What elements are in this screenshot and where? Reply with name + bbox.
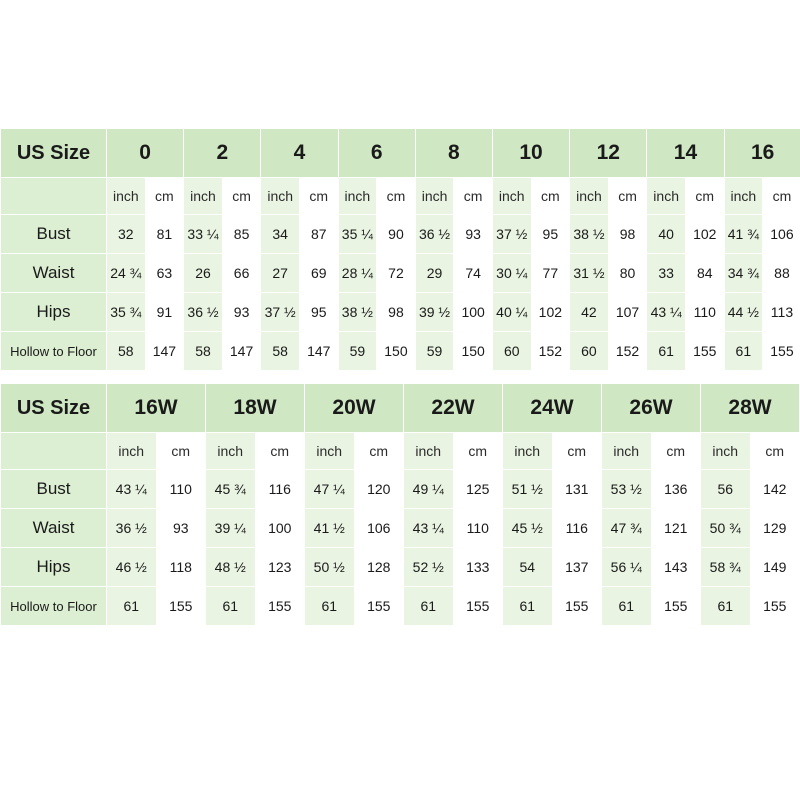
- measure-cell: 136: [651, 470, 701, 509]
- measure-cell: 93: [454, 215, 493, 254]
- row-label: Bust: [1, 470, 107, 509]
- measure-cell: 155: [763, 332, 800, 371]
- measure-cell: 129: [750, 509, 800, 548]
- unit-cell-inch: inch: [404, 433, 454, 470]
- unit-cell-cm: cm: [454, 178, 493, 215]
- table-row: [1, 215, 800, 254]
- measure-cell: 27: [261, 254, 300, 293]
- table-row: [1, 293, 800, 332]
- measure-cell: 32: [107, 215, 146, 254]
- size-chart-table-standard: [0, 128, 800, 371]
- unit-cell-inch: inch: [107, 178, 146, 215]
- measure-cell: 59: [415, 332, 454, 371]
- measure-cell: 24 ¾: [107, 254, 146, 293]
- measure-cell: 143: [651, 548, 701, 587]
- measure-cell: 31 ½: [570, 254, 609, 293]
- measure-cell: 155: [354, 587, 404, 626]
- measure-cell: 95: [299, 293, 338, 332]
- unit-cell-cm: cm: [608, 178, 647, 215]
- measure-cell: 155: [685, 332, 724, 371]
- measure-cell: 149: [750, 548, 800, 587]
- size-header-cell: 14: [647, 129, 724, 178]
- unit-cell-inch: inch: [305, 433, 355, 470]
- unit-cell-inch: inch: [107, 433, 157, 470]
- row-label: Hollow to Floor: [1, 332, 107, 371]
- measure-cell: 155: [255, 587, 305, 626]
- size-header-cell: 24W: [503, 384, 602, 433]
- measure-cell: 66: [222, 254, 261, 293]
- measure-cell: 100: [454, 293, 493, 332]
- unit-cell-inch: inch: [602, 433, 652, 470]
- unit-cell-inch: inch: [415, 178, 454, 215]
- measure-cell: 81: [145, 215, 184, 254]
- measure-cell: 61: [647, 332, 686, 371]
- unit-cell-cm: cm: [453, 433, 503, 470]
- measure-cell: 93: [156, 509, 206, 548]
- unit-cell-cm: cm: [531, 178, 570, 215]
- row-label: Bust: [1, 215, 107, 254]
- measure-cell: 155: [750, 587, 800, 626]
- measure-cell: 110: [685, 293, 724, 332]
- measure-cell: 50 ½: [305, 548, 355, 587]
- measure-cell: 118: [156, 548, 206, 587]
- measure-cell: 41 ¾: [724, 215, 763, 254]
- measure-cell: 155: [453, 587, 503, 626]
- unit-cell-inch: inch: [570, 178, 609, 215]
- row-label: Hips: [1, 293, 107, 332]
- measure-cell: 40: [647, 215, 686, 254]
- unit-cell-inch: inch: [261, 178, 300, 215]
- measure-cell: 50 ¾: [701, 509, 751, 548]
- unit-cell-cm: cm: [222, 178, 261, 215]
- measure-cell: 61: [107, 587, 157, 626]
- measure-cell: 63: [145, 254, 184, 293]
- measure-cell: 123: [255, 548, 305, 587]
- unit-cell-cm: cm: [156, 433, 206, 470]
- unit-cell-inch: inch: [184, 178, 223, 215]
- measure-cell: 41 ½: [305, 509, 355, 548]
- measure-cell: 61: [701, 587, 751, 626]
- measure-cell: 60: [492, 332, 531, 371]
- measure-cell: 58: [184, 332, 223, 371]
- measure-cell: 93: [222, 293, 261, 332]
- unit-cell-cm: cm: [685, 178, 724, 215]
- measure-cell: 61: [503, 587, 553, 626]
- measure-cell: 131: [552, 470, 602, 509]
- table-row: [1, 470, 800, 509]
- measure-cell: 147: [299, 332, 338, 371]
- measure-cell: 58: [261, 332, 300, 371]
- measure-cell: 58: [107, 332, 146, 371]
- measure-cell: 30 ¼: [492, 254, 531, 293]
- measure-cell: 56: [701, 470, 751, 509]
- unit-row: [1, 433, 800, 470]
- measure-cell: 150: [377, 332, 416, 371]
- measure-cell: 61: [602, 587, 652, 626]
- size-header-cell: 12: [570, 129, 647, 178]
- measure-cell: 39 ¼: [206, 509, 256, 548]
- unit-cell-inch: inch: [206, 433, 256, 470]
- unit-cell-cm: cm: [750, 433, 800, 470]
- measure-cell: 100: [255, 509, 305, 548]
- measure-cell: 95: [531, 215, 570, 254]
- measure-cell: 37 ½: [492, 215, 531, 254]
- measure-cell: 47 ¼: [305, 470, 355, 509]
- unit-cell-inch: inch: [503, 433, 553, 470]
- measure-cell: 72: [377, 254, 416, 293]
- unit-cell-inch: inch: [724, 178, 763, 215]
- size-header-cell: 4: [261, 129, 338, 178]
- unit-row-label: [1, 433, 107, 470]
- measure-cell: 56 ¼: [602, 548, 652, 587]
- measure-cell: 121: [651, 509, 701, 548]
- unit-cell-cm: cm: [354, 433, 404, 470]
- measure-cell: 116: [552, 509, 602, 548]
- unit-cell-cm: cm: [552, 433, 602, 470]
- measure-cell: 142: [750, 470, 800, 509]
- measure-cell: 91: [145, 293, 184, 332]
- measure-cell: 36 ½: [184, 293, 223, 332]
- measure-cell: 45 ¾: [206, 470, 256, 509]
- measure-cell: 28 ¼: [338, 254, 377, 293]
- table-row: [1, 548, 800, 587]
- measure-cell: 102: [685, 215, 724, 254]
- unit-row-label: [1, 178, 107, 215]
- size-header-cell: 16W: [107, 384, 206, 433]
- measure-cell: 77: [531, 254, 570, 293]
- measure-cell: 147: [145, 332, 184, 371]
- measure-cell: 152: [608, 332, 647, 371]
- measure-cell: 60: [570, 332, 609, 371]
- unit-cell-inch: inch: [647, 178, 686, 215]
- unit-cell-cm: cm: [299, 178, 338, 215]
- row-label: Waist: [1, 509, 107, 548]
- size-header-cell: 10: [492, 129, 569, 178]
- measure-cell: 125: [453, 470, 503, 509]
- size-header-cell: 0: [107, 129, 184, 178]
- unit-cell-inch: inch: [492, 178, 531, 215]
- measure-cell: 107: [608, 293, 647, 332]
- unit-cell-cm: cm: [255, 433, 305, 470]
- us-size-label: US Size: [1, 129, 107, 178]
- unit-row: [1, 178, 800, 215]
- measure-cell: 34 ¾: [724, 254, 763, 293]
- table-header-row: [1, 384, 800, 433]
- table-row: [1, 587, 800, 626]
- measure-cell: 43 ¼: [404, 509, 454, 548]
- measure-cell: 42: [570, 293, 609, 332]
- measure-cell: 90: [377, 215, 416, 254]
- size-header-cell: 16: [724, 129, 800, 178]
- measure-cell: 43 ¼: [107, 470, 157, 509]
- unit-cell-cm: cm: [651, 433, 701, 470]
- measure-cell: 98: [608, 215, 647, 254]
- measure-cell: 133: [453, 548, 503, 587]
- unit-cell-inch: inch: [338, 178, 377, 215]
- measure-cell: 46 ½: [107, 548, 157, 587]
- measure-cell: 40 ¼: [492, 293, 531, 332]
- measure-cell: 43 ¼: [647, 293, 686, 332]
- measure-cell: 45 ½: [503, 509, 553, 548]
- size-header-cell: 6: [338, 129, 415, 178]
- measure-cell: 106: [354, 509, 404, 548]
- measure-cell: 85: [222, 215, 261, 254]
- measure-cell: 84: [685, 254, 724, 293]
- measure-cell: 110: [156, 470, 206, 509]
- size-header-cell: 2: [184, 129, 261, 178]
- unit-cell-cm: cm: [145, 178, 184, 215]
- measure-cell: 48 ½: [206, 548, 256, 587]
- measure-cell: 61: [404, 587, 454, 626]
- measure-cell: 35 ¼: [338, 215, 377, 254]
- measure-cell: 59: [338, 332, 377, 371]
- measure-cell: 74: [454, 254, 493, 293]
- table-row: [1, 509, 800, 548]
- measure-cell: 116: [255, 470, 305, 509]
- size-header-cell: 20W: [305, 384, 404, 433]
- measure-cell: 53 ½: [602, 470, 652, 509]
- table-header-row: [1, 129, 800, 178]
- measure-cell: 33 ¼: [184, 215, 223, 254]
- measure-cell: 36 ½: [107, 509, 157, 548]
- measure-cell: 128: [354, 548, 404, 587]
- measure-cell: 52 ½: [404, 548, 454, 587]
- measure-cell: 155: [552, 587, 602, 626]
- row-label: Hips: [1, 548, 107, 587]
- size-header-cell: 18W: [206, 384, 305, 433]
- measure-cell: 80: [608, 254, 647, 293]
- measure-cell: 61: [206, 587, 256, 626]
- measure-cell: 113: [763, 293, 800, 332]
- measure-cell: 33: [647, 254, 686, 293]
- measure-cell: 150: [454, 332, 493, 371]
- measure-cell: 51 ½: [503, 470, 553, 509]
- measure-cell: 106: [763, 215, 800, 254]
- measure-cell: 87: [299, 215, 338, 254]
- size-header-cell: 8: [415, 129, 492, 178]
- measure-cell: 110: [453, 509, 503, 548]
- us-size-label: US Size: [1, 384, 107, 433]
- size-chart-table-plus: [0, 383, 800, 626]
- table-row: [1, 332, 800, 371]
- measure-cell: 58 ¾: [701, 548, 751, 587]
- measure-cell: 39 ½: [415, 293, 454, 332]
- unit-cell-cm: cm: [377, 178, 416, 215]
- measure-cell: 137: [552, 548, 602, 587]
- measure-cell: 155: [156, 587, 206, 626]
- measure-cell: 61: [724, 332, 763, 371]
- measure-cell: 35 ¾: [107, 293, 146, 332]
- measure-cell: 44 ½: [724, 293, 763, 332]
- measure-cell: 38 ½: [338, 293, 377, 332]
- row-label: Waist: [1, 254, 107, 293]
- unit-cell-cm: cm: [763, 178, 800, 215]
- size-chart-tables: [0, 128, 800, 626]
- measure-cell: 34: [261, 215, 300, 254]
- size-header-cell: 26W: [602, 384, 701, 433]
- measure-cell: 29: [415, 254, 454, 293]
- unit-cell-inch: inch: [701, 433, 751, 470]
- measure-cell: 36 ½: [415, 215, 454, 254]
- measure-cell: 155: [651, 587, 701, 626]
- size-header-cell: 22W: [404, 384, 503, 433]
- measure-cell: 98: [377, 293, 416, 332]
- measure-cell: 38 ½: [570, 215, 609, 254]
- table-row: [1, 254, 800, 293]
- measure-cell: 47 ¾: [602, 509, 652, 548]
- measure-cell: 152: [531, 332, 570, 371]
- measure-cell: 61: [305, 587, 355, 626]
- size-header-cell: 28W: [701, 384, 800, 433]
- measure-cell: 54: [503, 548, 553, 587]
- measure-cell: 49 ¼: [404, 470, 454, 509]
- measure-cell: 69: [299, 254, 338, 293]
- measure-cell: 26: [184, 254, 223, 293]
- measure-cell: 88: [763, 254, 800, 293]
- measure-cell: 102: [531, 293, 570, 332]
- measure-cell: 147: [222, 332, 261, 371]
- measure-cell: 37 ½: [261, 293, 300, 332]
- row-label: Hollow to Floor: [1, 587, 107, 626]
- measure-cell: 120: [354, 470, 404, 509]
